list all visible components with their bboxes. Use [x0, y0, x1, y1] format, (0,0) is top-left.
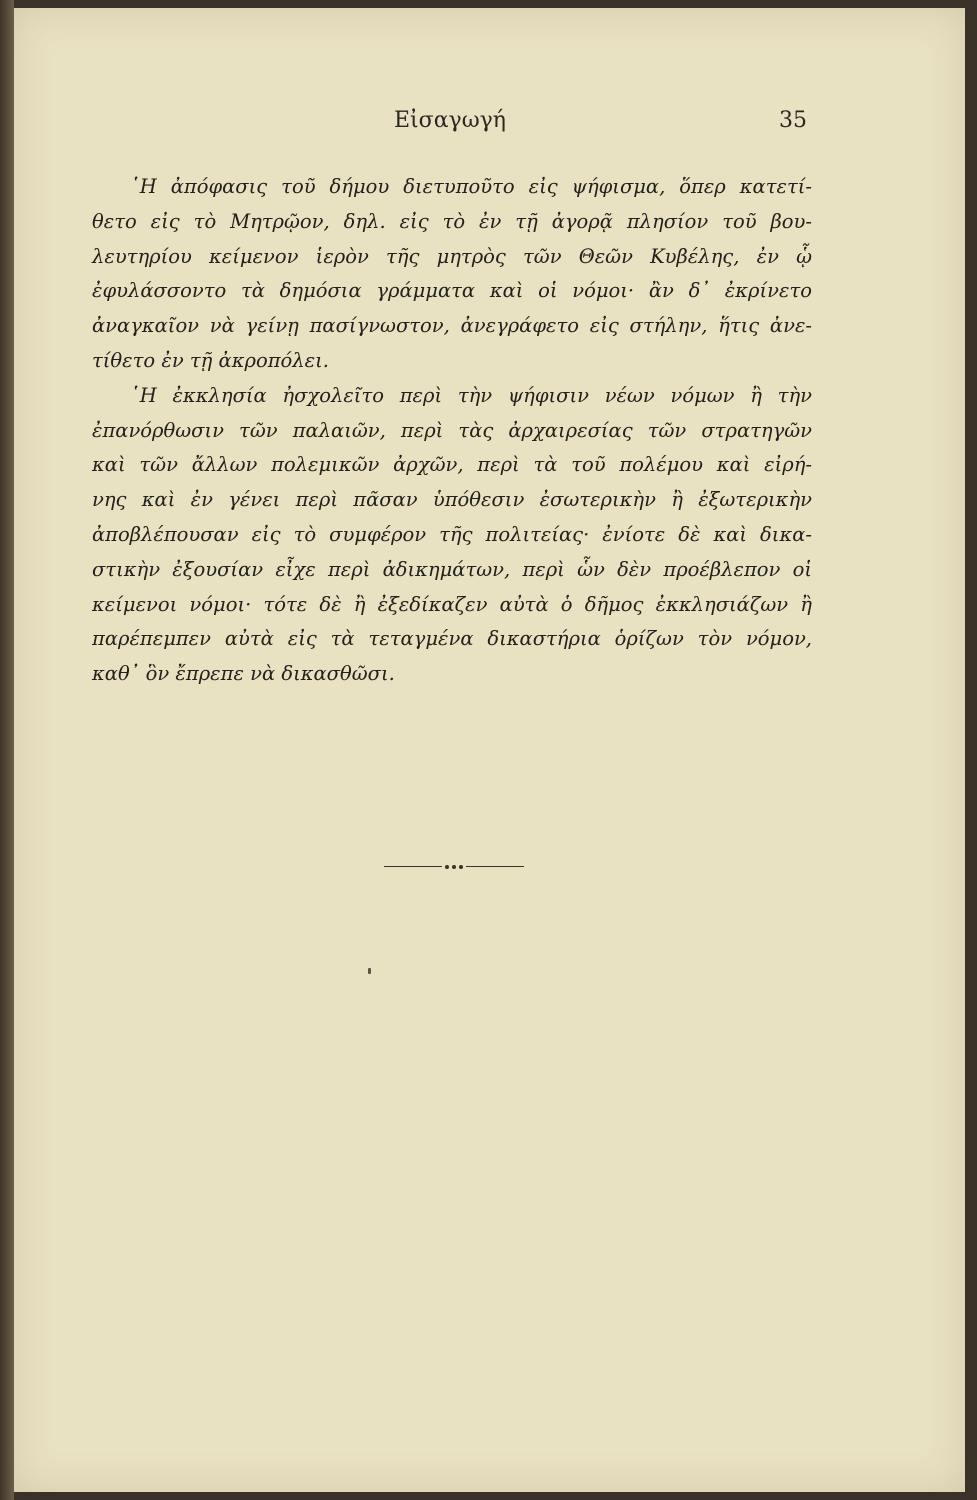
text-line: ῾Η ἐκκλησία ἠσχολεῖτο περὶ τὴν ψήφισιν νέων νόμων ἢ τὴν	[130, 383, 812, 407]
text-line: κείμενοι νόμοι· τότε δὲ ἢ ἐξεδίκαζεν αὐτὰ ὁ δῆμος ἐκκλησιάζων ἢ	[92, 592, 812, 616]
ornament-rule-left	[384, 866, 442, 867]
paper-speck	[368, 968, 371, 974]
text-line: καθ᾽ ὃν ἔπρεπε νὰ δικασθῶσι.	[92, 662, 395, 686]
ornament-rule-right	[466, 866, 524, 867]
book-spine-shadow	[0, 0, 14, 1500]
ornament-dot	[445, 865, 449, 869]
text-line: ἐφυλάσσοντο τὰ δημόσια γράμματα καὶ οἱ νόμοι· ἂν δ᾽ ἐκρίνετο	[92, 279, 812, 303]
running-title: Εἰσαγωγή	[394, 108, 506, 133]
text-line: ῾Η ἀπόφασις τοῦ δήμου διετυποῦτο εἰς ψήφισμα, ὅπερ κατετί-	[130, 175, 812, 198]
body-text	[92, 170, 812, 692]
text-line: νης καὶ ἐν γένει περὶ πᾶσαν ὑπόθεσιν ἐσωτερικὴν ἢ ἐξωτερικὴν	[92, 488, 812, 512]
text-line: στικὴν ἐξουσίαν εἶχε περὶ ἀδικημάτων, περὶ ὧν δὲν προέβλεπον οἱ	[92, 557, 812, 581]
running-head	[14, 108, 965, 144]
page-number: 35	[779, 108, 807, 133]
text-line: τίθετο ἐν τῇ ἀκροπόλει.	[92, 348, 329, 372]
text-line: παρέπεμπεν αὐτὰ εἰς τὰ τεταγμένα δικαστήρια ὁρίζων τὸν νόμον,	[92, 627, 812, 651]
text-line: ἐπανόρθωσιν τῶν παλαιῶν, περὶ τὰς ἀρχαιρεσίας τῶν στρατηγῶν	[92, 418, 812, 442]
text-line: καὶ τῶν ἄλλων πολεμικῶν ἀρχῶν, περὶ τὰ τοῦ πολέμου καὶ εἰρή-	[92, 453, 812, 477]
ornament-dots	[442, 864, 466, 870]
section-end-ornament	[384, 864, 524, 870]
text-line: ἀποβλέπουσαν εἰς τὸ συμφέρον τῆς πολιτείας· ἐνίοτε δὲ καὶ δικα-	[92, 522, 812, 546]
text-line: λευτηρίου κείμενον ἱερὸν τῆς μητρὸς τῶν Θεῶν Κυβέλης, ἐν ᾧ	[92, 244, 812, 268]
book-page	[14, 8, 965, 1492]
text-line: ἀναγκαῖον νὰ γείνῃ πασίγνωστον, ἀνεγράφετο εἰς στήλην, ἥτις ἀνε-	[92, 314, 812, 338]
ornament-dot	[459, 865, 463, 869]
text-line: θετο εἰς τὸ Μητρῷον, δηλ. εἰς τὸ ἐν τῇ ἀγορᾷ πλησίον τοῦ βου-	[92, 209, 812, 233]
ornament-dot	[452, 865, 456, 869]
